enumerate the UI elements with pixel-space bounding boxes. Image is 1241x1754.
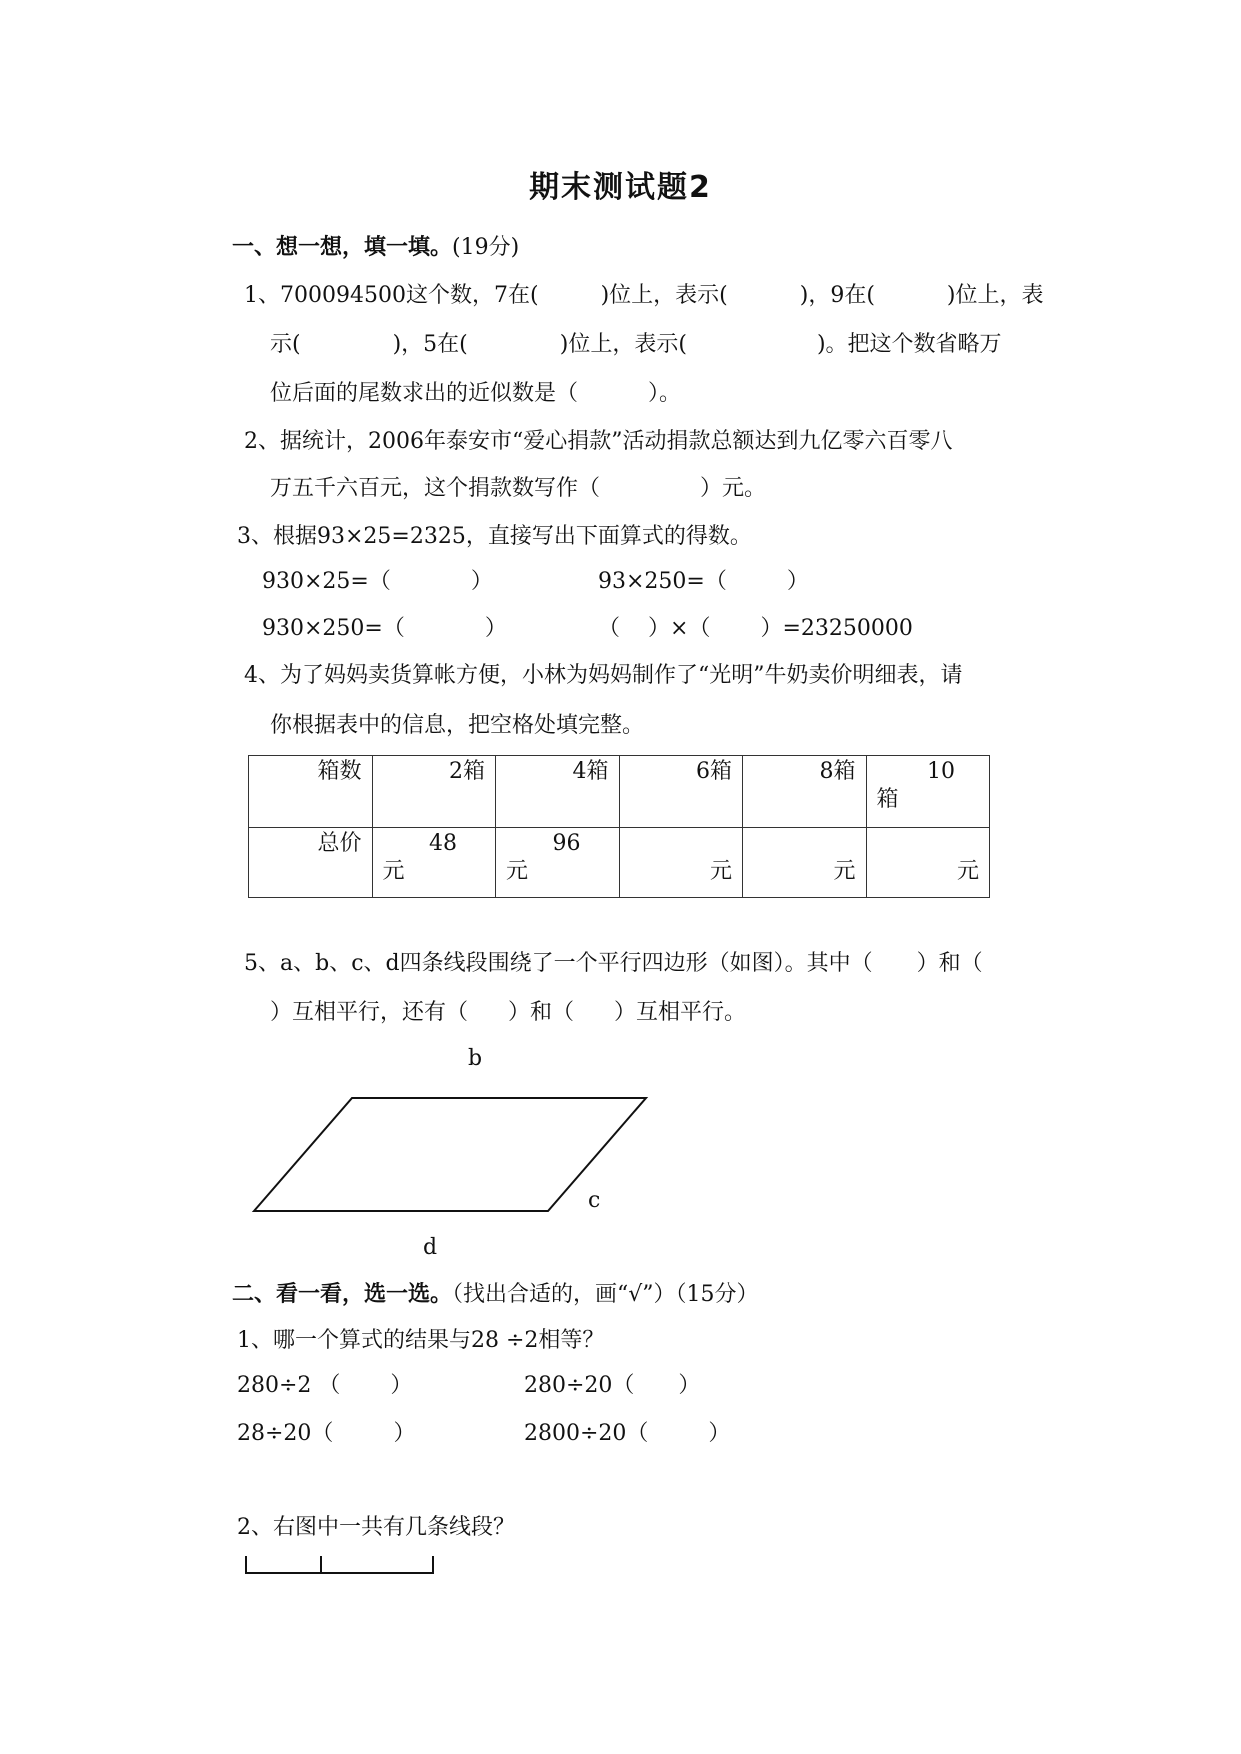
label-d: d	[423, 1235, 438, 1260]
option-2[interactable]	[524, 1372, 700, 1400]
section2-question-1-stem: 1、哪一个算式的结果与28 ÷2相等？	[237, 1328, 605, 1353]
text: ）	[390, 1373, 413, 1398]
text: 28÷20（	[237, 1421, 334, 1446]
text: ）和（	[916, 951, 983, 976]
text: 元	[709, 859, 732, 884]
text: 930×25=（	[262, 569, 391, 594]
text: ）元。	[700, 476, 767, 501]
text: )位上，表示(	[559, 332, 687, 357]
question-4-line-2: 你根据表中的信息，把空格处填完整。	[270, 713, 645, 738]
text: 48	[429, 831, 457, 856]
text: ）	[786, 569, 809, 594]
text: ）。	[648, 381, 682, 406]
text: )。把这个数省略万	[816, 332, 1002, 357]
text: ）	[708, 1421, 731, 1446]
text: 元	[506, 859, 529, 884]
text: )位上，表	[946, 283, 1044, 308]
question-4-line-1: 4、为了妈妈卖货算帐方便，小林为妈妈制作了“光明”牛奶卖价明细表，请	[244, 663, 963, 688]
text: ）=23250000	[760, 616, 913, 641]
text: 2800÷20（	[524, 1421, 649, 1446]
text: ）	[484, 616, 507, 641]
text: 930×250=（	[262, 616, 405, 641]
section1-points: (19分)	[452, 235, 520, 260]
text: 93×250=（	[598, 569, 727, 594]
text: ）	[393, 1421, 416, 1446]
text: )，9在(	[799, 283, 875, 308]
option-1[interactable]	[237, 1372, 412, 1400]
table-cell: 6箱	[619, 756, 743, 828]
page-title: 期末测试题2	[529, 170, 712, 205]
text: 280÷2 （	[237, 1373, 341, 1398]
table-cell: 8箱	[743, 756, 867, 828]
table-header-cell: 箱数	[249, 756, 373, 828]
text: 元	[833, 859, 856, 884]
text: ）互相平行，还有（	[270, 1000, 469, 1025]
text: 5、a、b、c、d四条线段围绕了一个平行四边形（如图）。其中（	[244, 951, 873, 976]
text: ）和（	[508, 1000, 575, 1025]
text: 1、700094500这个数，7在(	[244, 283, 539, 308]
text: )，5在(	[392, 332, 468, 357]
section1-heading: 一、想一想，填一填。	[232, 235, 453, 260]
question-3-stem: 3、根据93×25=2325，直接写出下面算式的得数。	[237, 524, 752, 549]
table-cell: 4箱	[496, 756, 620, 828]
label-b: b	[468, 1046, 483, 1071]
text: ）	[470, 569, 493, 594]
option-3[interactable]	[237, 1420, 415, 1448]
text: 位后面的尾数求出的近似数是（	[270, 381, 579, 406]
text: ）	[678, 1373, 701, 1398]
text: 万五千六百元，这个捐款数写作（	[270, 476, 601, 501]
label-c: c	[588, 1188, 601, 1213]
text: 96	[552, 831, 581, 856]
segment-figure	[246, 1556, 433, 1574]
text: 箱	[876, 787, 899, 812]
text: （	[598, 616, 621, 641]
text: )位上，表示(	[600, 283, 728, 308]
text: 示(	[270, 332, 301, 357]
section2-question-2-stem: 2、右图中一共有几条线段？	[237, 1515, 515, 1540]
text: 10	[927, 759, 955, 784]
text: 280÷20（	[524, 1373, 635, 1398]
option-4[interactable]	[524, 1420, 730, 1448]
text: ）×（	[648, 616, 711, 641]
text: 元	[382, 859, 405, 884]
section2-header	[232, 1281, 759, 1309]
text: 元	[956, 859, 979, 884]
table-cell: 2箱	[372, 756, 496, 828]
table-header-cell: 总价	[249, 828, 373, 898]
section2-heading: 二、看一看，选一选。	[232, 1282, 453, 1307]
text: ）互相平行。	[614, 1000, 747, 1025]
section2-instruction: （找出合适的，画“√”）（15分）	[452, 1282, 759, 1307]
question-2-line-1: 2、据统计，2006年泰安市“爱心捐款”活动捐款总额达到九亿零六百零八	[244, 429, 953, 454]
